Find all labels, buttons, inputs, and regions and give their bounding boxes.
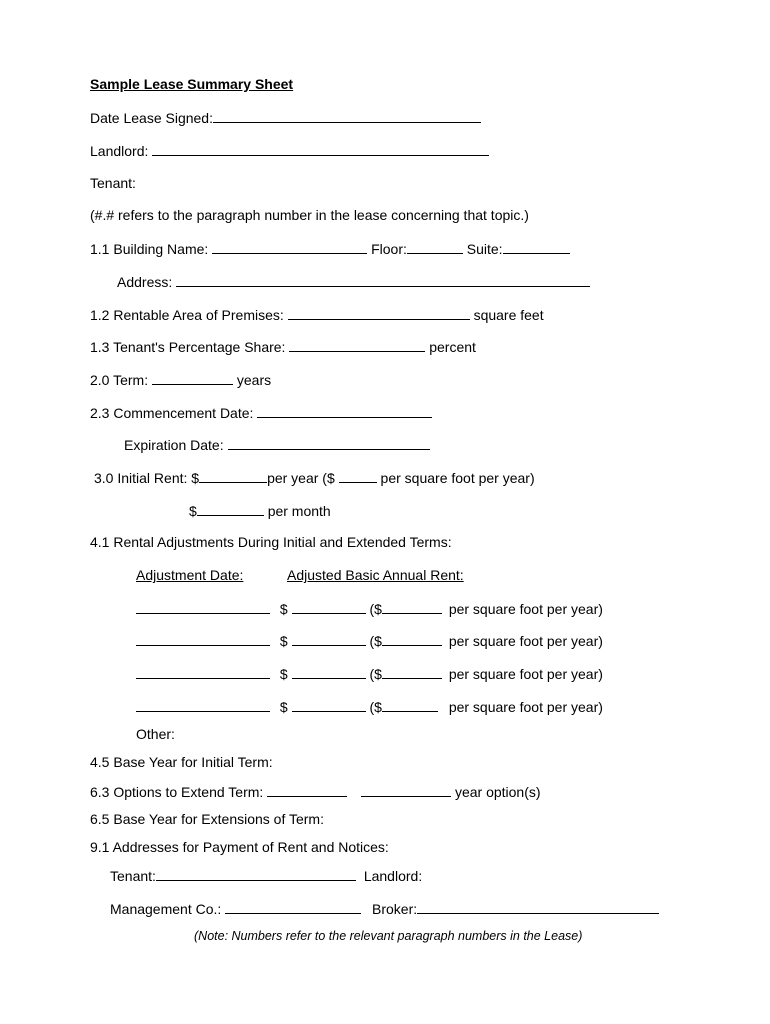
adjustment-dollar: $ xyxy=(279,666,288,682)
adjustments-heading: 4.1 Rental Adjustments During Initial and Extended Terms: xyxy=(90,534,452,550)
tenant-address-row xyxy=(110,867,422,883)
adjustment-paren: ($ xyxy=(369,633,382,649)
adjustment-row xyxy=(136,600,603,616)
suite-label: Suite: xyxy=(466,241,503,257)
adjustment-date-header: Adjustment Date: xyxy=(136,567,244,583)
landlord-label: Landlord: xyxy=(90,143,149,159)
address-label: Address: xyxy=(117,274,173,290)
expiration-field[interactable] xyxy=(228,436,430,450)
term-field[interactable] xyxy=(152,371,233,385)
adjustment-suffix: per square foot per year) xyxy=(448,699,603,715)
landlord-address-label: Landlord: xyxy=(363,868,423,884)
adjustment-sqft-field[interactable] xyxy=(382,600,442,614)
adjustment-annual-field[interactable] xyxy=(292,665,366,679)
landlord-field[interactable] xyxy=(152,142,489,156)
rentable-area-label: 1.2 Rentable Area of Premises: xyxy=(90,307,284,323)
management-row xyxy=(110,900,361,916)
adjustment-paren: ($ xyxy=(369,699,382,715)
commencement-field[interactable] xyxy=(257,404,432,418)
adjustment-paren: ($ xyxy=(369,666,382,682)
base-year-label: 4.5 Base Year for Initial Term: xyxy=(90,754,273,770)
other-label: Other: xyxy=(136,726,175,742)
adjustment-annual-field[interactable] xyxy=(292,600,366,614)
floor-label: Floor: xyxy=(371,241,407,257)
initial-rent-row xyxy=(94,469,535,485)
per-year-label: per year ($ xyxy=(267,470,335,486)
initial-rent-label: 3.0 Initial Rent: $ xyxy=(94,470,200,486)
date-signed-row xyxy=(90,109,481,125)
adjustment-row xyxy=(136,632,603,648)
tenant-address-label: Tenant: xyxy=(110,868,156,884)
floor-field[interactable] xyxy=(407,240,463,254)
percentage-share-field[interactable] xyxy=(289,338,425,352)
commencement-label: 2.3 Commencement Date: xyxy=(90,405,254,421)
adjustment-annual-field[interactable] xyxy=(292,698,366,712)
percentage-share-row xyxy=(90,338,476,354)
management-label: Management Co.: xyxy=(110,901,222,917)
tenant-label: Tenant: xyxy=(90,175,136,191)
per-month-row xyxy=(189,502,331,518)
per-month-label: per month xyxy=(267,503,331,519)
adjustment-dollar: $ xyxy=(279,601,288,617)
adjustment-date-field[interactable] xyxy=(136,600,270,614)
adjustment-suffix: per square foot per year) xyxy=(448,633,603,649)
management-field[interactable] xyxy=(225,900,361,914)
adjustment-sqft-field[interactable] xyxy=(382,665,442,679)
broker-row xyxy=(372,900,659,916)
rent-per-year-field[interactable] xyxy=(199,469,267,483)
adjusted-rent-header: Adjusted Basic Annual Rent: xyxy=(287,567,464,583)
options-year-field[interactable] xyxy=(361,783,451,797)
broker-field[interactable] xyxy=(417,900,659,914)
tenant-address-field[interactable] xyxy=(156,867,356,881)
suite-field[interactable] xyxy=(503,240,570,254)
per-sqft-label: per square foot per year) xyxy=(380,470,535,486)
adjustment-dollar: $ xyxy=(279,699,288,715)
building-name-label: 1.1 Building Name: xyxy=(90,241,209,257)
percentage-share-label: 1.3 Tenant's Percentage Share: xyxy=(90,339,286,355)
options-row xyxy=(90,783,541,799)
adjustment-date-field[interactable] xyxy=(136,665,270,679)
landlord-row xyxy=(90,142,489,158)
options-label: 6.3 Options to Extend Term: xyxy=(90,784,264,800)
term-label: 2.0 Term: xyxy=(90,372,149,388)
expiration-label: Expiration Date: xyxy=(124,437,224,453)
square-feet-unit: square feet xyxy=(473,307,544,323)
adjustment-sqft-field[interactable] xyxy=(382,632,442,646)
adjustment-date-field[interactable] xyxy=(136,698,270,712)
adjustment-paren: ($ xyxy=(369,601,382,617)
building-name-field[interactable] xyxy=(212,240,367,254)
adjustment-annual-field[interactable] xyxy=(292,632,366,646)
expiration-row xyxy=(124,436,430,452)
rentable-area-row xyxy=(90,306,544,322)
building-row xyxy=(90,240,570,256)
date-signed-field[interactable] xyxy=(213,109,481,123)
term-row xyxy=(90,371,271,387)
per-month-dollar: $ xyxy=(189,503,197,519)
date-signed-label: Date Lease Signed: xyxy=(90,110,213,126)
percent-unit: percent xyxy=(429,339,476,355)
years-unit: years xyxy=(236,372,272,388)
options-term-field[interactable] xyxy=(267,783,347,797)
intro-note: (#.# refers to the paragraph number in the lease concerning that topic.) xyxy=(90,207,529,223)
year-options-unit: year option(s) xyxy=(454,784,541,800)
address-field[interactable] xyxy=(176,273,590,287)
commencement-row xyxy=(90,404,432,420)
adjustment-dollar: $ xyxy=(279,633,288,649)
addresses-heading: 9.1 Addresses for Payment of Rent and Notices: xyxy=(90,839,389,855)
adjustment-sqft-field[interactable] xyxy=(382,698,438,712)
page-title: Sample Lease Summary Sheet xyxy=(90,76,294,92)
adjustment-row xyxy=(136,698,603,714)
rent-per-sqft-field[interactable] xyxy=(339,469,377,483)
adjustment-suffix: per square foot per year) xyxy=(448,601,603,617)
adjustment-date-field[interactable] xyxy=(136,632,270,646)
broker-label: Broker: xyxy=(372,901,418,917)
base-year-ext-label: 6.5 Base Year for Extensions of Term: xyxy=(90,811,324,827)
adjustment-row xyxy=(136,665,603,681)
footer-note: (Note: Numbers refer to the relevant paragraph numbers in the Lease) xyxy=(194,929,583,943)
adjustment-suffix: per square foot per year) xyxy=(448,666,603,682)
rentable-area-field[interactable] xyxy=(288,306,470,320)
address-row xyxy=(117,273,590,289)
per-month-field[interactable] xyxy=(197,502,264,516)
